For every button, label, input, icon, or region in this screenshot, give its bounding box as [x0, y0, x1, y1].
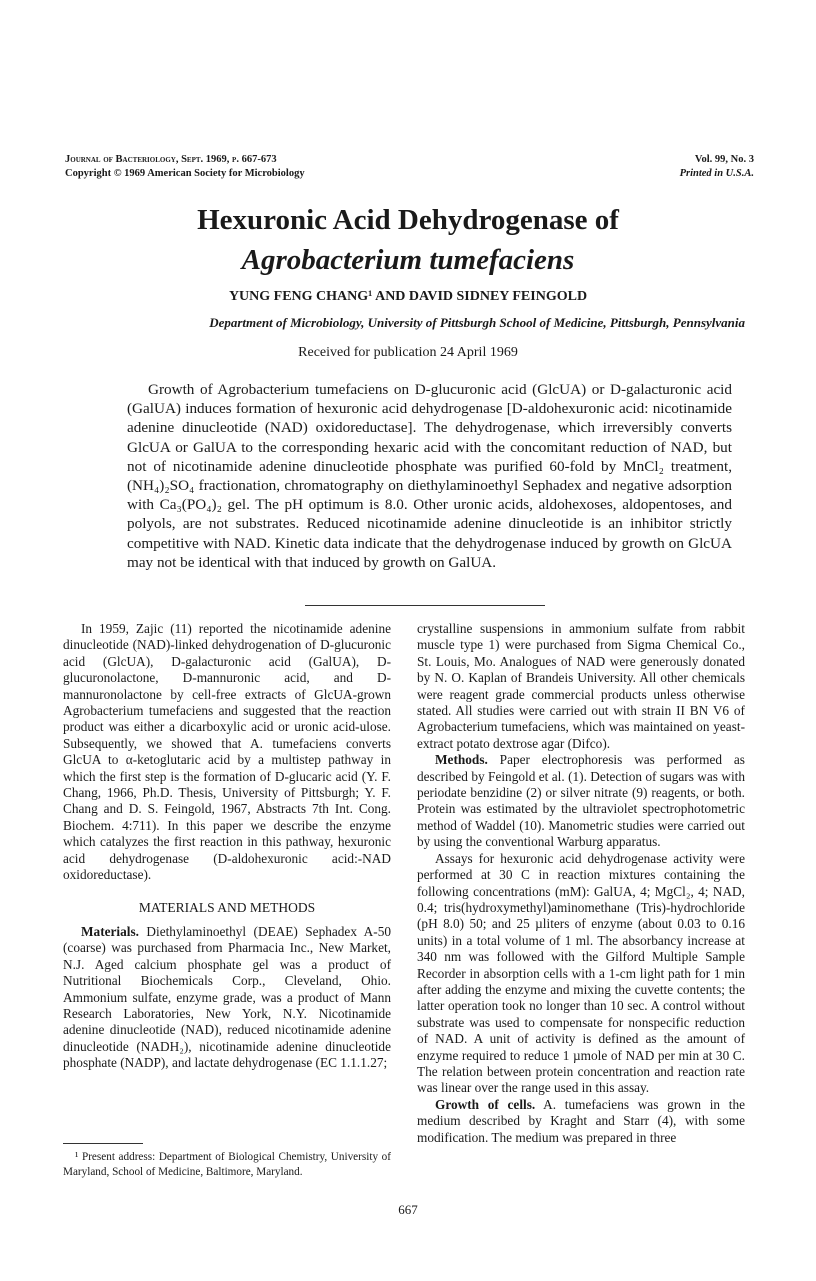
continued-paragraph: crystalline suspensions in ammonium sulfate from rabbit muscle type 1) were purchased from Sigma Chemical Co., St. Louis, Mo. Analogues of NAD were generously donated by N. O. Kaplan of Brandeis University. All other chemicals were reagent grade commercial products unless otherwise stated. All studies were carried out with strain II BN V6 of Agrobacterium tumefaciens, which was maintained on yeast-extract potato dextrose agar (Difco).	[417, 621, 745, 751]
footnote-text: ¹ Present address: Department of Biological Chemistry, University of Maryland, School of Medicine, Baltimore, Maryland.	[63, 1151, 391, 1178]
journal-line: Journal of Bacteriology, Sept. 1969, p. 667-673	[65, 154, 277, 165]
page-number: 667	[398, 1202, 418, 1217]
section-divider	[305, 605, 545, 606]
abstract-text: Growth of Agrobacterium tumefaciens on D-glucuronic acid (GlcUA) or D-galacturonic acid (GalUA) induces formation of hexuronic acid dehydrogenase [D-aldohexuronic acid: nicotinamide adenine dinucleotide (NAD) oxidoreductase]. The dehydrogenase, which irreversibly converts GlcUA or GalUA to the corresponding hexaric acid with the concomitant reduction of NAD, but not of nicotinamide adenine dinucleotide phosphate was purified 60-fold by MnCl₂ treatment, (NH₄)₂SO₄ fractionation, chromatography on diethylaminoethyl Sephadex and negative adsorption with Ca₃(PO₄)₂ gel. The pH optimum is 8.0. Other uronic acids, aldohexoses, aldopentoses, and polyols, are not substrates. Reduced nicotinamide adenine dinucleotide is an inhibitor strictly competitive with NAD. Kinetic data indicate that the dehydrogenase induced by growth on GlcUA may not be identical with that induced by growth on GalUA.	[127, 381, 732, 571]
article-title-line2: Agrobacterium tumefaciens	[241, 244, 575, 276]
volume-line: Vol. 99, No. 3	[694, 154, 754, 165]
received-date: Received for publication 24 April 1969	[298, 345, 518, 360]
materials-heading: Materials.	[81, 923, 139, 939]
materials-paragraph	[63, 924, 391, 1072]
journal-header	[65, 153, 305, 181]
copyright-line: Copyright © 1969 American Society for Microbiology	[65, 168, 305, 179]
methods-paragraph	[417, 752, 745, 850]
materials-text: Diethylaminoethyl (DEAE) Sephadex A-50 (coarse) was purchased from Pharmacia Inc., New Market, N.J. Aged calcium phosphate gel was a product of Nutritional Biochemicals Corp., Cleveland, Ohio. Ammonium sulfate, enzyme grade, was a product of Mann Research Laboratories, New York, N.Y. Nicotinamide adenine dinucleotide (NAD), reduced nicotinamide adenine dinucleotide (NADH₂), nicotinamide adenine dinucleotide phosphate (NADP), and lactate dehydrogenase (EC 1.1.1.27;	[63, 923, 391, 1071]
growth-paragraph	[417, 1097, 745, 1146]
affiliation: Department of Microbiology, University of Pittsburgh School of Medicine, Pittsburgh, Pennsylvania	[209, 315, 745, 330]
methods-text: Paper electrophoresis was performed as described by Feingold et al. (1). Detection of sugars was with periodate benzidine (2) or silver nitrate (9) reagents, or both. Protein was estimated by the ultraviolet spectrophotometric method of Waddel (10). Manometric studies were carried out by using the conventional Warburg apparatus.	[417, 752, 745, 850]
methods-heading: Methods.	[435, 752, 488, 768]
left-column	[63, 621, 391, 1072]
abstract	[127, 380, 732, 572]
printed-line: Printed in U.S.A.	[679, 168, 754, 179]
section-heading: MATERIALS AND METHODS	[138, 899, 316, 915]
growth-text: A. tumefaciens was grown in the medium described by Kraght and Starr (4), with some modification. The medium was prepared in three	[417, 1096, 745, 1145]
volume-header	[680, 153, 754, 181]
growth-heading: Growth of cells.	[435, 1096, 536, 1112]
footnote-rule	[63, 1143, 143, 1144]
authors: YUNG FENG CHANG¹ AND DAVID SIDNEY FEINGOLD	[228, 289, 588, 304]
footnote	[63, 1150, 391, 1179]
intro-paragraph: In 1959, Zajic (11) reported the nicotinamide adenine dinucleotide (NAD)-linked dehydrogenation of D-glucuronic acid (GlcUA), D-galacturonic acid (GalUA), D-glucuronolactone, D-mannuronic acid, and D-mannuronolactone by cell-free extracts of GlcUA-grown Agrobacterium tumefaciens and suggested that the reaction product was either a dicarboxylic acid or uronic acid-ulose. Subsequently, we showed that A. tumefaciens converts GlcUA to α-ketoglutaric acid by a multistep pathway in which the first step is the formation of D-glucaric acid (Y. F. Chang, 1966, Ph.D. Thesis, University of Pittsburgh; Y. F. Chang and D. S. Feingold, 1967, Abstracts 7th Int. Cong. Biochem. 4:711). In this paper we describe the enzyme which catalyzes the first reaction in this pathway, hexuronic acid dehydrogenase (D-aldohexuronic acid:-NAD oxidoreductase).	[63, 621, 391, 883]
assay-paragraph: Assays for hexuronic acid dehydrogenase activity were performed at 30 C in reaction mixtures containing the following concentrations (mM): GalUA, 4; MgCl₂, 4; NAD, 0.4; tris(hydroxymethyl)aminomethane (Tris)-hydrochloride (pH 8.0) 50; and 25 µliters of enzyme (about 0.03 to 0.16 units) in a total volume of 1 ml. The absorbancy increase at 340 nm was followed with the Gilford Multiple Sample Recorder in absorption cells with a 1-cm light path for 1 min after adding the enzyme and mixing the cuvette contents; the latter operation took no longer than 10 sec. A control without substrate was used to compensate for nonspecific reduction of NAD. A unit of activity is defined as the amount of enzyme required to reduce 1 µmole of NAD per min at 30 C. The relation between protein concentration and reaction rate was linear over the range used in this assay.	[417, 850, 745, 1096]
right-column	[417, 621, 745, 1146]
article-title-line1: Hexuronic Acid Dehydrogenase of	[197, 204, 619, 236]
